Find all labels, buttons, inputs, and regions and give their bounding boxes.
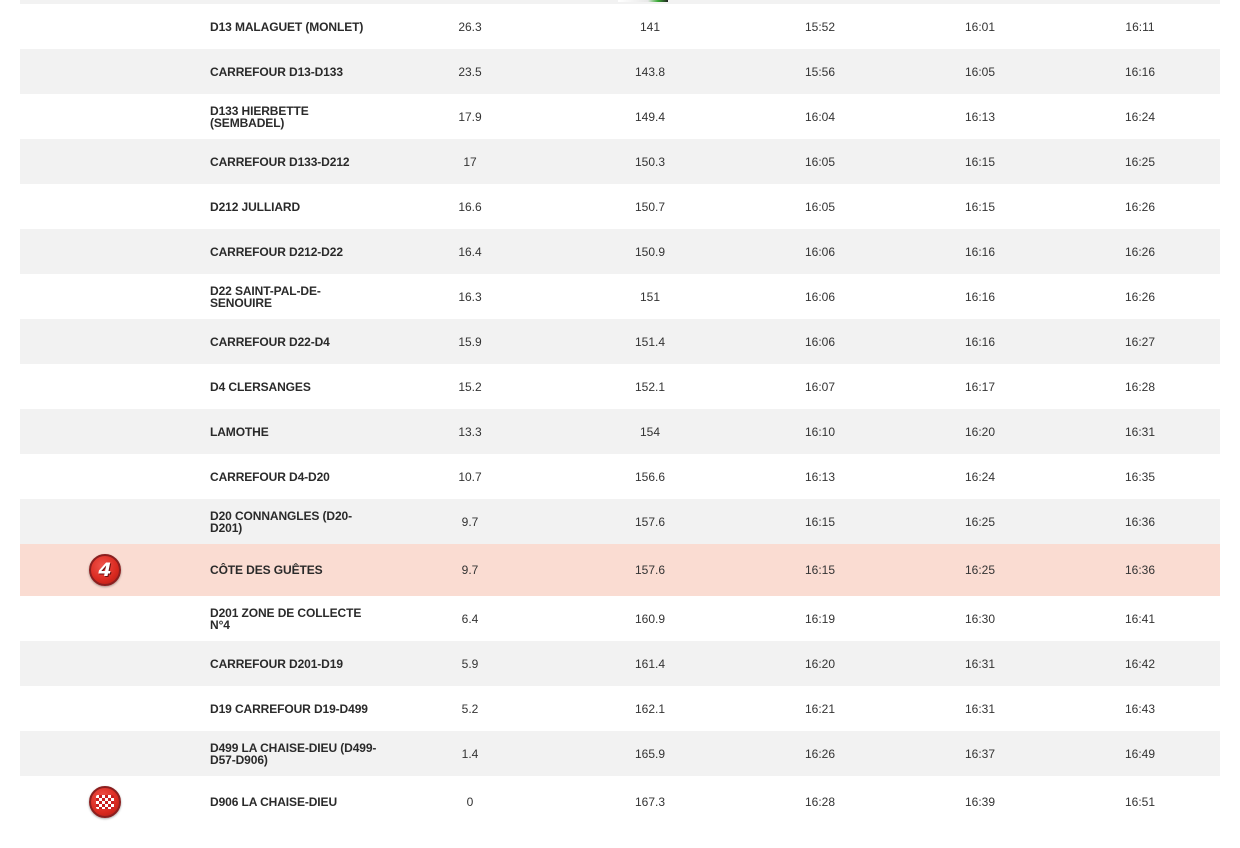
location-name: D201 ZONE DE COLLECTE N°4 [210,605,362,632]
km-done: 162.1 [634,701,666,716]
table-row [20,94,1220,139]
icon-cell [80,731,130,776]
time-fast: 16:21 [804,701,836,716]
time-fast: 16:05 [804,154,836,169]
time-mid: 16:31 [964,656,996,671]
table-row [20,184,1220,229]
icon-cell [80,686,130,731]
time-fast: 16:04 [804,109,836,124]
icon-cell [80,319,130,364]
icon-cell [80,776,130,828]
time-slow: 16:35 [1124,469,1156,484]
location-name: D13 MALAGUET (MONLET) [210,19,364,34]
table-row [20,229,1220,274]
time-fast: 16:06 [804,244,836,259]
km-done: 167.3 [634,795,666,809]
location-name: CARREFOUR D201-D19 [210,656,343,671]
icon-cell [80,596,130,641]
time-fast: 16:06 [804,289,836,304]
km-done: 150.9 [634,244,666,259]
km-done: 151 [639,289,661,304]
km-done: 143.8 [634,64,666,79]
icon-cell [80,409,130,454]
time-fast: 16:07 [804,379,836,394]
top-marker [618,0,668,2]
location-name: D22 SAINT-PAL-DE-SENOUIRE [210,283,321,310]
km-done: 157.6 [634,563,666,577]
icon-cell [80,499,130,544]
km-done: 160.9 [634,611,666,626]
table-row [20,139,1220,184]
icon-cell [80,229,130,274]
km-to-finish: 13.3 [458,424,482,439]
km-done: 149.4 [634,109,666,124]
location-name: D212 JULLIARD [210,199,301,214]
time-slow: 16:49 [1124,746,1156,761]
km-done: 141 [639,19,661,34]
km-to-finish: 26.3 [458,19,482,34]
time-mid: 16:16 [964,289,996,304]
table-row [20,319,1220,364]
table-row [20,499,1220,544]
location-name: D19 CARREFOUR D19-D499 [210,701,368,716]
table-row [20,49,1220,94]
time-slow: 16:42 [1124,656,1156,671]
table-row [20,4,1220,49]
icon-cell [80,49,130,94]
km-to-finish: 16.3 [458,289,482,304]
schedule-table [20,4,1220,828]
time-fast: 16:28 [804,795,836,809]
time-fast: 16:06 [804,334,836,349]
km-to-finish: 1.4 [461,746,479,761]
icon-cell [80,184,130,229]
time-slow: 16:26 [1124,199,1156,214]
time-slow: 16:36 [1124,563,1156,577]
km-to-finish: 5.2 [461,701,479,716]
time-mid: 16:39 [964,795,996,809]
km-done: 157.6 [634,514,666,529]
time-mid: 16:25 [964,563,996,577]
icon-cell [80,364,130,409]
icon-cell [80,94,130,139]
time-mid: 16:01 [964,19,996,34]
table-row [20,454,1220,499]
table-row [20,641,1220,686]
location-name: D133 HIERBETTE (SEMBADEL) [210,103,309,130]
table-row [20,596,1220,641]
location-name: LAMOTHE [210,424,269,439]
time-slow: 16:11 [1125,19,1155,34]
km-done: 152.1 [634,379,666,394]
time-fast: 16:26 [804,746,836,761]
time-mid: 16:37 [964,746,996,761]
km-done: 156.6 [634,469,666,484]
time-mid: 16:15 [964,154,996,169]
time-fast: 16:19 [804,611,836,626]
km-to-finish: 5.9 [461,656,479,671]
icon-cell [80,641,130,686]
km-to-finish: 6.4 [461,611,479,626]
icon-cell [80,139,130,184]
location-name: D499 LA CHAISE-DIEU (D499-D57-D906) [210,740,377,767]
time-slow: 16:31 [1124,424,1156,439]
time-mid: 16:13 [964,109,996,124]
km-to-finish: 9.7 [461,514,479,529]
km-to-finish: 16.4 [458,244,482,259]
time-slow: 16:26 [1124,289,1156,304]
time-fast: 16:20 [804,656,836,671]
location-name: CARREFOUR D4-D20 [210,469,330,484]
time-slow: 16:36 [1124,514,1156,529]
time-mid: 16:30 [964,611,996,626]
km-to-finish: 0 [466,795,474,809]
time-mid: 16:31 [964,701,996,716]
time-fast: 15:52 [804,19,836,34]
time-slow: 16:51 [1124,795,1156,809]
km-to-finish: 23.5 [458,64,482,79]
time-fast: 16:13 [804,469,836,484]
km-done: 150.3 [634,154,666,169]
icon-cell [80,4,130,49]
time-slow: 16:28 [1124,379,1156,394]
table-row-climb [20,544,1220,596]
time-slow: 16:26 [1124,244,1156,259]
km-done: 165.9 [634,746,666,761]
climb-category-4-icon [89,554,121,586]
km-done: 161.4 [634,656,666,671]
icon-cell [80,454,130,499]
time-slow: 16:24 [1124,109,1156,124]
km-to-finish: 16.6 [458,199,482,214]
time-fast: 16:15 [804,563,836,577]
km-done: 154 [639,424,661,439]
time-slow: 16:27 [1124,334,1156,349]
km-to-finish: 15.2 [458,379,482,394]
location-name: CARREFOUR D212-D22 [210,244,343,259]
time-slow: 16:25 [1124,154,1156,169]
table-row [20,686,1220,731]
location-name: D20 CONNANGLES (D20-D201) [210,508,353,535]
time-mid: 16:16 [964,334,996,349]
table-row [20,274,1220,319]
icon-cell [80,544,130,596]
table-row [20,409,1220,454]
table-row [20,364,1220,409]
icon-cell [80,274,130,319]
km-to-finish: 10.7 [458,469,482,484]
time-fast: 16:15 [804,514,836,529]
time-mid: 16:20 [964,424,996,439]
checkered-flag-icon [96,795,114,809]
km-done: 150.7 [634,199,666,214]
km-to-finish: 15.9 [458,334,482,349]
time-mid: 16:24 [964,469,996,484]
time-slow: 16:41 [1124,611,1156,626]
km-to-finish: 9.7 [461,563,479,577]
km-to-finish: 17.9 [458,109,482,124]
location-name: CÔTE DES GUÊTES [210,563,323,577]
location-name: CARREFOUR D22-D4 [210,334,330,349]
time-fast: 16:10 [804,424,836,439]
time-fast: 15:56 [804,64,836,79]
location-name: CARREFOUR D13-D133 [210,64,343,79]
finish-flag-icon [89,786,121,818]
location-name: CARREFOUR D133-D212 [210,154,350,169]
time-slow: 16:43 [1124,701,1156,716]
climb-category-number: 4 [98,558,112,581]
time-slow: 16:16 [1124,64,1156,79]
km-done: 151.4 [634,334,666,349]
time-mid: 16:15 [964,199,996,214]
time-fast: 16:05 [804,199,836,214]
time-mid: 16:17 [964,379,996,394]
time-mid: 16:05 [964,64,996,79]
table-row [20,731,1220,776]
location-name: D906 LA CHAISE-DIEU [210,795,338,809]
time-mid: 16:25 [964,514,996,529]
location-name: D4 CLERSANGES [210,379,311,394]
km-to-finish: 17 [463,154,477,169]
table-row-finish [20,776,1220,828]
time-mid: 16:16 [964,244,996,259]
